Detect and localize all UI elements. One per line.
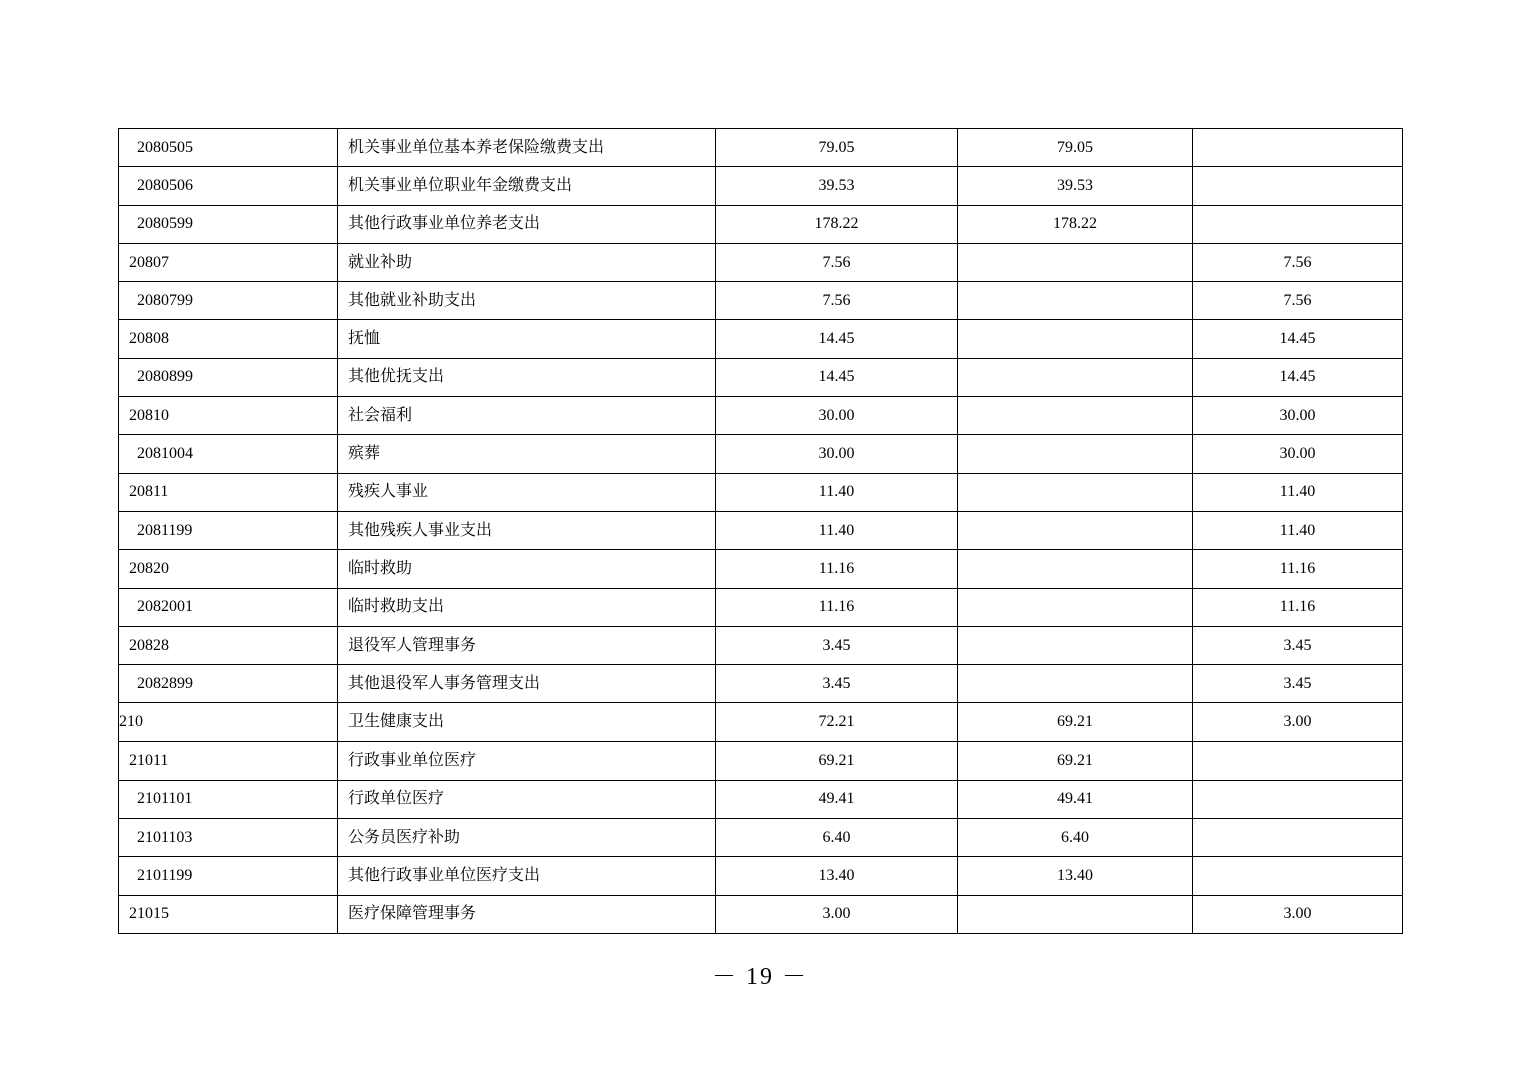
basic-expenditure-amount: 69.21 [958,703,1193,742]
table-row [119,550,1403,588]
table-row [119,205,1403,243]
total-amount: 11.16 [716,550,958,588]
subject-name: 就业补助 [338,243,716,281]
project-expenditure-amount: 11.16 [1193,550,1403,588]
table-row [119,895,1403,933]
total-amount: 178.22 [716,205,958,243]
subject-code-cell [119,435,338,473]
basic-expenditure-amount [958,550,1193,588]
total-amount: 30.00 [716,435,958,473]
total-amount: 13.40 [716,857,958,895]
subject-code-cell [119,665,338,703]
subject-name: 卫生健康支出 [338,703,716,742]
table-body [119,129,1403,934]
subject-code: 21015 [129,905,169,923]
subject-name: 其他行政事业单位养老支出 [338,205,716,243]
subject-code: 2081004 [137,445,193,463]
project-expenditure-amount [1193,167,1403,205]
basic-expenditure-amount [958,358,1193,396]
basic-expenditure-amount [958,665,1193,703]
basic-expenditure-amount: 39.53 [958,167,1193,205]
subject-name: 退役军人管理事务 [338,626,716,664]
subject-name: 机关事业单位基本养老保险缴费支出 [338,129,716,167]
project-expenditure-amount [1193,780,1403,818]
total-amount: 79.05 [716,129,958,167]
subject-code: 2080505 [137,138,193,156]
basic-expenditure-amount: 49.41 [958,780,1193,818]
project-expenditure-amount [1193,819,1403,857]
subject-code: 20811 [129,483,169,501]
subject-name: 机关事业单位职业年金缴费支出 [338,167,716,205]
subject-name: 公务员医疗补助 [338,819,716,857]
basic-expenditure-amount: 6.40 [958,819,1193,857]
budget-expenditure-table [118,128,1403,934]
total-amount: 6.40 [716,819,958,857]
basic-expenditure-amount [958,588,1193,626]
subject-code: 2101199 [137,866,193,884]
project-expenditure-amount [1193,205,1403,243]
basic-expenditure-amount [958,511,1193,549]
subject-code-cell [119,703,338,742]
subject-code-cell [119,243,338,281]
subject-code-cell [119,397,338,435]
subject-name: 社会福利 [338,397,716,435]
subject-code-cell [119,857,338,895]
subject-name: 其他就业补助支出 [338,282,716,320]
basic-expenditure-amount [958,473,1193,511]
subject-code-cell [119,282,338,320]
subject-code-cell [119,205,338,243]
subject-name: 其他优抚支出 [338,358,716,396]
subject-code-cell [119,320,338,358]
subject-name: 其他行政事业单位医疗支出 [338,857,716,895]
subject-code: 2081199 [137,521,193,539]
total-amount: 49.41 [716,780,958,818]
subject-code-cell [119,511,338,549]
table-row [119,358,1403,396]
subject-code: 2082899 [137,674,193,692]
subject-code: 2080506 [137,176,193,194]
table-row [119,819,1403,857]
basic-expenditure-amount: 69.21 [958,742,1193,780]
project-expenditure-amount: 11.40 [1193,473,1403,511]
project-expenditure-amount: 7.56 [1193,243,1403,281]
subject-code-cell [119,473,338,511]
total-amount: 14.45 [716,320,958,358]
subject-code-cell [119,550,338,588]
total-amount: 72.21 [716,703,958,742]
total-amount: 7.56 [716,282,958,320]
table-row [119,282,1403,320]
total-amount: 7.56 [716,243,958,281]
subject-code-cell [119,895,338,933]
subject-name: 残疾人事业 [338,473,716,511]
project-expenditure-amount [1193,129,1403,167]
project-expenditure-amount: 30.00 [1193,397,1403,435]
table-row [119,243,1403,281]
total-amount: 14.45 [716,358,958,396]
subject-code-cell [119,358,338,396]
table-row [119,435,1403,473]
project-expenditure-amount [1193,742,1403,780]
table-row [119,703,1403,742]
table-row [119,473,1403,511]
project-expenditure-amount: 3.00 [1193,703,1403,742]
basic-expenditure-amount [958,320,1193,358]
table-row [119,129,1403,167]
subject-code: 20807 [129,253,169,271]
subject-code: 20828 [129,636,169,654]
total-amount: 3.00 [716,895,958,933]
subject-name: 医疗保障管理事务 [338,895,716,933]
subject-code: 2101101 [137,790,193,808]
total-amount: 11.16 [716,588,958,626]
subject-code-cell [119,742,338,780]
project-expenditure-amount: 11.16 [1193,588,1403,626]
total-amount: 3.45 [716,665,958,703]
subject-code: 2080599 [137,215,193,233]
project-expenditure-amount: 30.00 [1193,435,1403,473]
project-expenditure-amount: 3.45 [1193,665,1403,703]
table-row [119,857,1403,895]
table-row [119,320,1403,358]
subject-code: 21011 [129,752,169,770]
subject-code-cell [119,167,338,205]
table-row [119,665,1403,703]
table-row [119,780,1403,818]
basic-expenditure-amount: 13.40 [958,857,1193,895]
project-expenditure-amount: 3.45 [1193,626,1403,664]
subject-code-cell [119,588,338,626]
subject-name: 临时救助支出 [338,588,716,626]
basic-expenditure-amount [958,282,1193,320]
table-row [119,588,1403,626]
basic-expenditure-amount [958,397,1193,435]
subject-code: 2080799 [137,291,193,309]
subject-code: 20808 [129,330,169,348]
total-amount: 11.40 [716,473,958,511]
subject-name: 行政单位医疗 [338,780,716,818]
subject-code-cell [119,129,338,167]
subject-name: 其他退役军人事务管理支出 [338,665,716,703]
project-expenditure-amount: 11.40 [1193,511,1403,549]
table-row [119,742,1403,780]
table-row [119,167,1403,205]
project-expenditure-amount: 7.56 [1193,282,1403,320]
project-expenditure-amount: 14.45 [1193,358,1403,396]
subject-name: 殡葬 [338,435,716,473]
total-amount: 3.45 [716,626,958,664]
subject-name: 临时救助 [338,550,716,588]
basic-expenditure-amount [958,435,1193,473]
subject-code: 20820 [129,559,169,577]
page-number: － 19 － [712,964,808,990]
total-amount: 69.21 [716,742,958,780]
basic-expenditure-amount [958,243,1193,281]
project-expenditure-amount: 3.00 [1193,895,1403,933]
subject-code-cell [119,626,338,664]
subject-name: 抚恤 [338,320,716,358]
table-row [119,626,1403,664]
subject-code-cell [119,780,338,818]
basic-expenditure-amount: 178.22 [958,205,1193,243]
subject-name: 其他残疾人事业支出 [338,511,716,549]
subject-code: 20810 [129,406,169,424]
subject-code: 2080899 [137,368,193,386]
basic-expenditure-amount [958,626,1193,664]
table-row [119,511,1403,549]
subject-code: 2082001 [137,598,193,616]
total-amount: 11.40 [716,511,958,549]
project-expenditure-amount: 14.45 [1193,320,1403,358]
basic-expenditure-amount [958,895,1193,933]
total-amount: 30.00 [716,397,958,435]
project-expenditure-amount [1193,857,1403,895]
subject-code: 2101103 [137,828,193,846]
table-row [119,397,1403,435]
subject-code: 210 [119,713,143,731]
subject-name: 行政事业单位医疗 [338,742,716,780]
basic-expenditure-amount: 79.05 [958,129,1193,167]
subject-code-cell [119,819,338,857]
total-amount: 39.53 [716,167,958,205]
